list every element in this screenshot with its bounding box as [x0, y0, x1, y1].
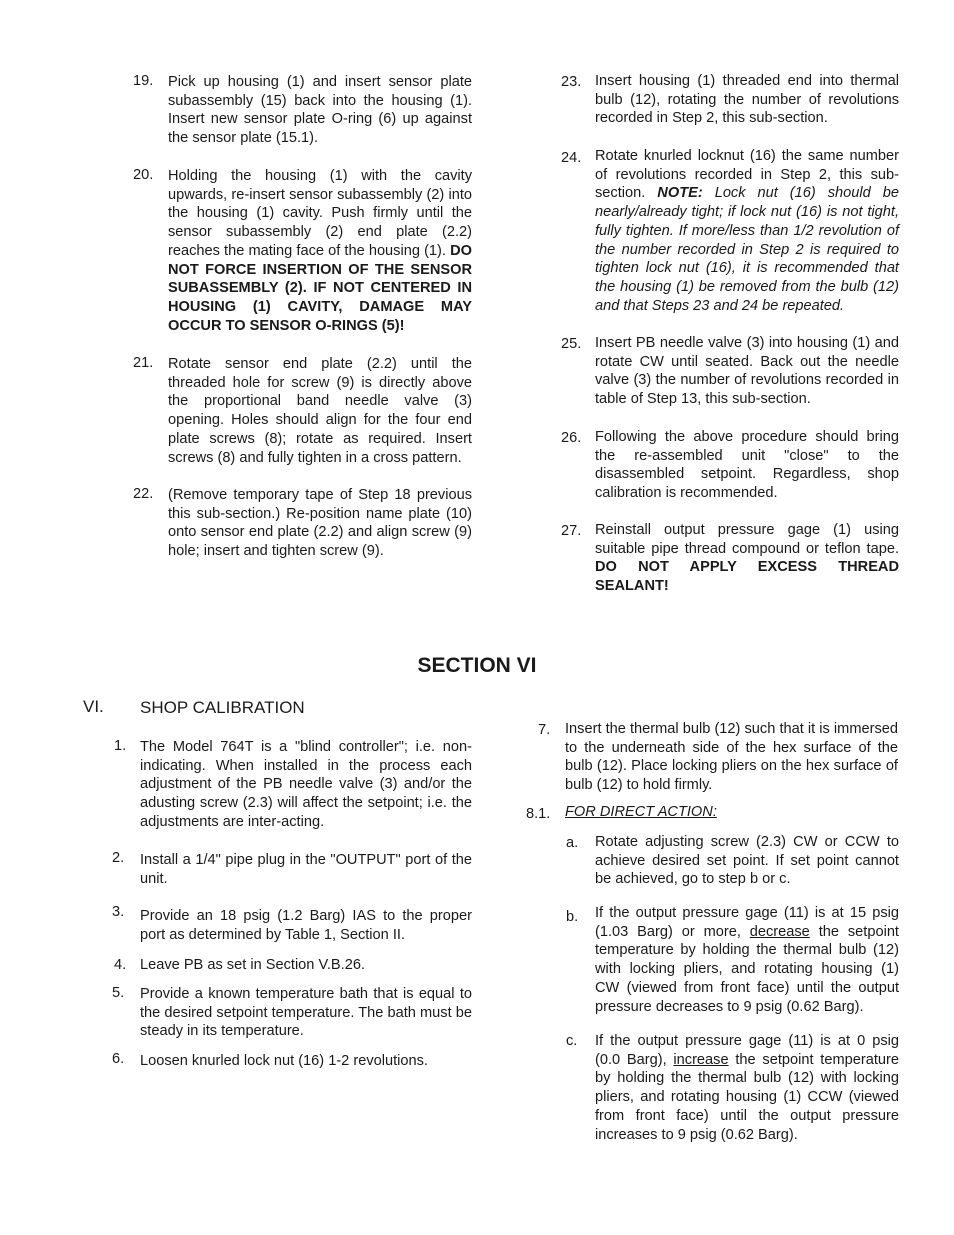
section-roman-numeral: VI.	[83, 697, 104, 716]
step-23-text: Insert housing (1) threaded end into thermal bulb (12), rotating the number of revolutions recorded in Step 2, this sub-section.	[595, 73, 899, 127]
calib-step-5-text: Provide a known temperature bath that is equal to the desired setpoint temperature. The bath must be steady in its temperature.	[140, 986, 472, 1040]
substep-c-pre: If the output pressure gage (11) is at 0 psig (0.0 Barg),	[595, 1033, 899, 1068]
calib-step-1-text: The Model 764T is a "blind controller"; i.e. non-indicating. When installed in the process each adjustment of the PB needle valve (3) and/or the adusting screw (2.3) will affect the setpoint; i.e. the adjustments are inter-acting.	[140, 739, 472, 830]
step-22-text: (Remove temporary tape of Step 18 previous this sub-section.) Re-position name plate (10) onto sensor end plate (2.2) and align screw (9) hole; insert and tighten screw (9).	[168, 487, 472, 560]
step-20-number: 20.	[133, 167, 154, 183]
calib-step-3-text: Provide an 18 psig (1.2 Barg) IAS to the proper port as determined by Table 1, Section II.	[140, 908, 472, 943]
calib-step-2-number: 2.	[112, 850, 125, 866]
step-24-note-label: NOTE:	[657, 185, 703, 202]
calib-step-4-text: Leave PB as set in Section V.B.26.	[140, 957, 365, 973]
section-title: SECTION VI	[417, 654, 537, 677]
step-27-text	[595, 521, 899, 596]
calib-step-3-number: 3.	[112, 904, 125, 920]
step-24-note: Lock nut (16) should be nearly/already tight; if lock nut (16) is not tight, fully tighten. If more/less than 1/2 revolution of the number recorded in Step 2 is required to tighten lock nut (16), it is recommended that the housing (1) be removed from the bulb (12) and that Steps 23 and 24 be repeated.	[595, 185, 899, 314]
calib-step-6-number: 6.	[112, 1051, 125, 1067]
step-25-number: 25.	[561, 336, 582, 352]
direct-action-heading: FOR DIRECT ACTION:	[565, 804, 717, 820]
step-24-body: Rotate knurled locknut (16) the same number of revolutions recorded in Step 2, this sub-section.	[595, 148, 899, 202]
section-heading: SHOP CALIBRATION	[140, 698, 305, 717]
substep-b-decrease: decrease	[749, 923, 810, 940]
step-27-number: 27.	[561, 523, 582, 539]
calib-step-7-number: 7.	[538, 722, 551, 738]
step-21-text: Rotate sensor end plate (2.2) until the threaded hole for screw (9) is directly above the proportional band needle valve (3) opening. Holes should align for the four end plate screws (8); rotate as required. Insert screws (8) and fully tighten in a cross pattern.	[168, 356, 472, 466]
substep-b-text	[595, 904, 899, 1016]
step-21-number: 21.	[133, 355, 154, 371]
substep-a-letter: a.	[566, 835, 579, 851]
step-19-text: Pick up housing (1) and insert sensor plate subassembly (15) back into the housing (1). Insert new sensor plate O-ring (6) up against the sensor plate (15.1).	[168, 74, 472, 147]
calib-step-5-number: 5.	[112, 985, 125, 1001]
step-23-number: 23.	[561, 74, 582, 90]
step-26-number: 26.	[561, 430, 582, 446]
substep-c-increase: increase	[673, 1051, 729, 1068]
step-24-text	[595, 147, 899, 315]
step-19-number: 19.	[133, 73, 154, 89]
calib-step-1-number: 1.	[114, 738, 127, 754]
step-27-body: Reinstall output pressure gage (1) using suitable pipe thread compound or teflon tape.	[595, 522, 899, 557]
step-26-text: Following the above procedure should bring the re-assembled unit "close" to the disassembled setpoint. Regardless, shop calibration is recommended.	[595, 429, 899, 502]
substep-b-pre: If the output pressure gage (11) is at 15 psig (1.03 Barg) or more,	[595, 905, 899, 940]
step-20-text	[168, 167, 472, 335]
calib-step-7-text: Insert the thermal bulb (12) such that it is immersed to the underneath side of the hex surface of the bulb (12). Place locking pliers on the hex surface of bulb (12) to hold firmly.	[565, 721, 898, 794]
step-20-warning: DO NOT FORCE INSERTION OF THE SENSOR SUBASSEMBLY (2). IF NOT CENTERED IN HOUSING (1) CAVITY, DAMAGE MAY OCCUR TO SENSOR O-RINGS (5)!	[168, 242, 472, 334]
step-22-number: 22.	[133, 486, 154, 502]
calib-step-4-number: 4.	[114, 957, 127, 973]
calib-step-6-text: Loosen knurled lock nut (16) 1-2 revolutions.	[140, 1053, 428, 1069]
step-24-number: 24.	[561, 150, 582, 166]
step-20-body: Holding the housing (1) with the cavity upwards, re-insert sensor subassembly (2) into the housing (1) cavity. Push firmly until the sensor subassembly (2) end plate (2.2) reaches the mating face of the housing (1).	[168, 168, 472, 259]
substep-c-post: the setpoint temperature by holding the thermal bulb (12) with locking pliers, and rotating housing (1) CCW (viewed from front face) until the output pressure increases to 9 psig (0.62 Barg).	[595, 1051, 899, 1143]
step-27-warning: DO NOT APPLY EXCESS THREAD SEALANT!	[595, 559, 899, 595]
substep-c-text	[595, 1032, 899, 1144]
calib-step-2-text: Install a 1/4" pipe plug in the "OUTPUT" port of the unit.	[140, 852, 472, 887]
substep-a-text: Rotate adjusting screw (2.3) CW or CCW to achieve desired set point. If set point cannot be achieved, go to step b or c.	[595, 834, 899, 888]
substep-c-letter: c.	[566, 1033, 578, 1049]
substep-b-letter: b.	[566, 909, 579, 925]
calib-step-8-1-number: 8.1.	[526, 806, 551, 822]
substep-b-post: the setpoint temperature by holding the thermal bulb (12) with locking pliers, and rotating housing (1) CW (viewed from front face) until the output pressure decreases to 9 psig (0.62 Barg).	[595, 923, 899, 1015]
step-25-text: Insert PB needle valve (3) into housing (1) and rotate CW until seated. Back out the needle valve (3) the number of revolutions recorded in table of Step 13, this sub-section.	[595, 335, 899, 408]
